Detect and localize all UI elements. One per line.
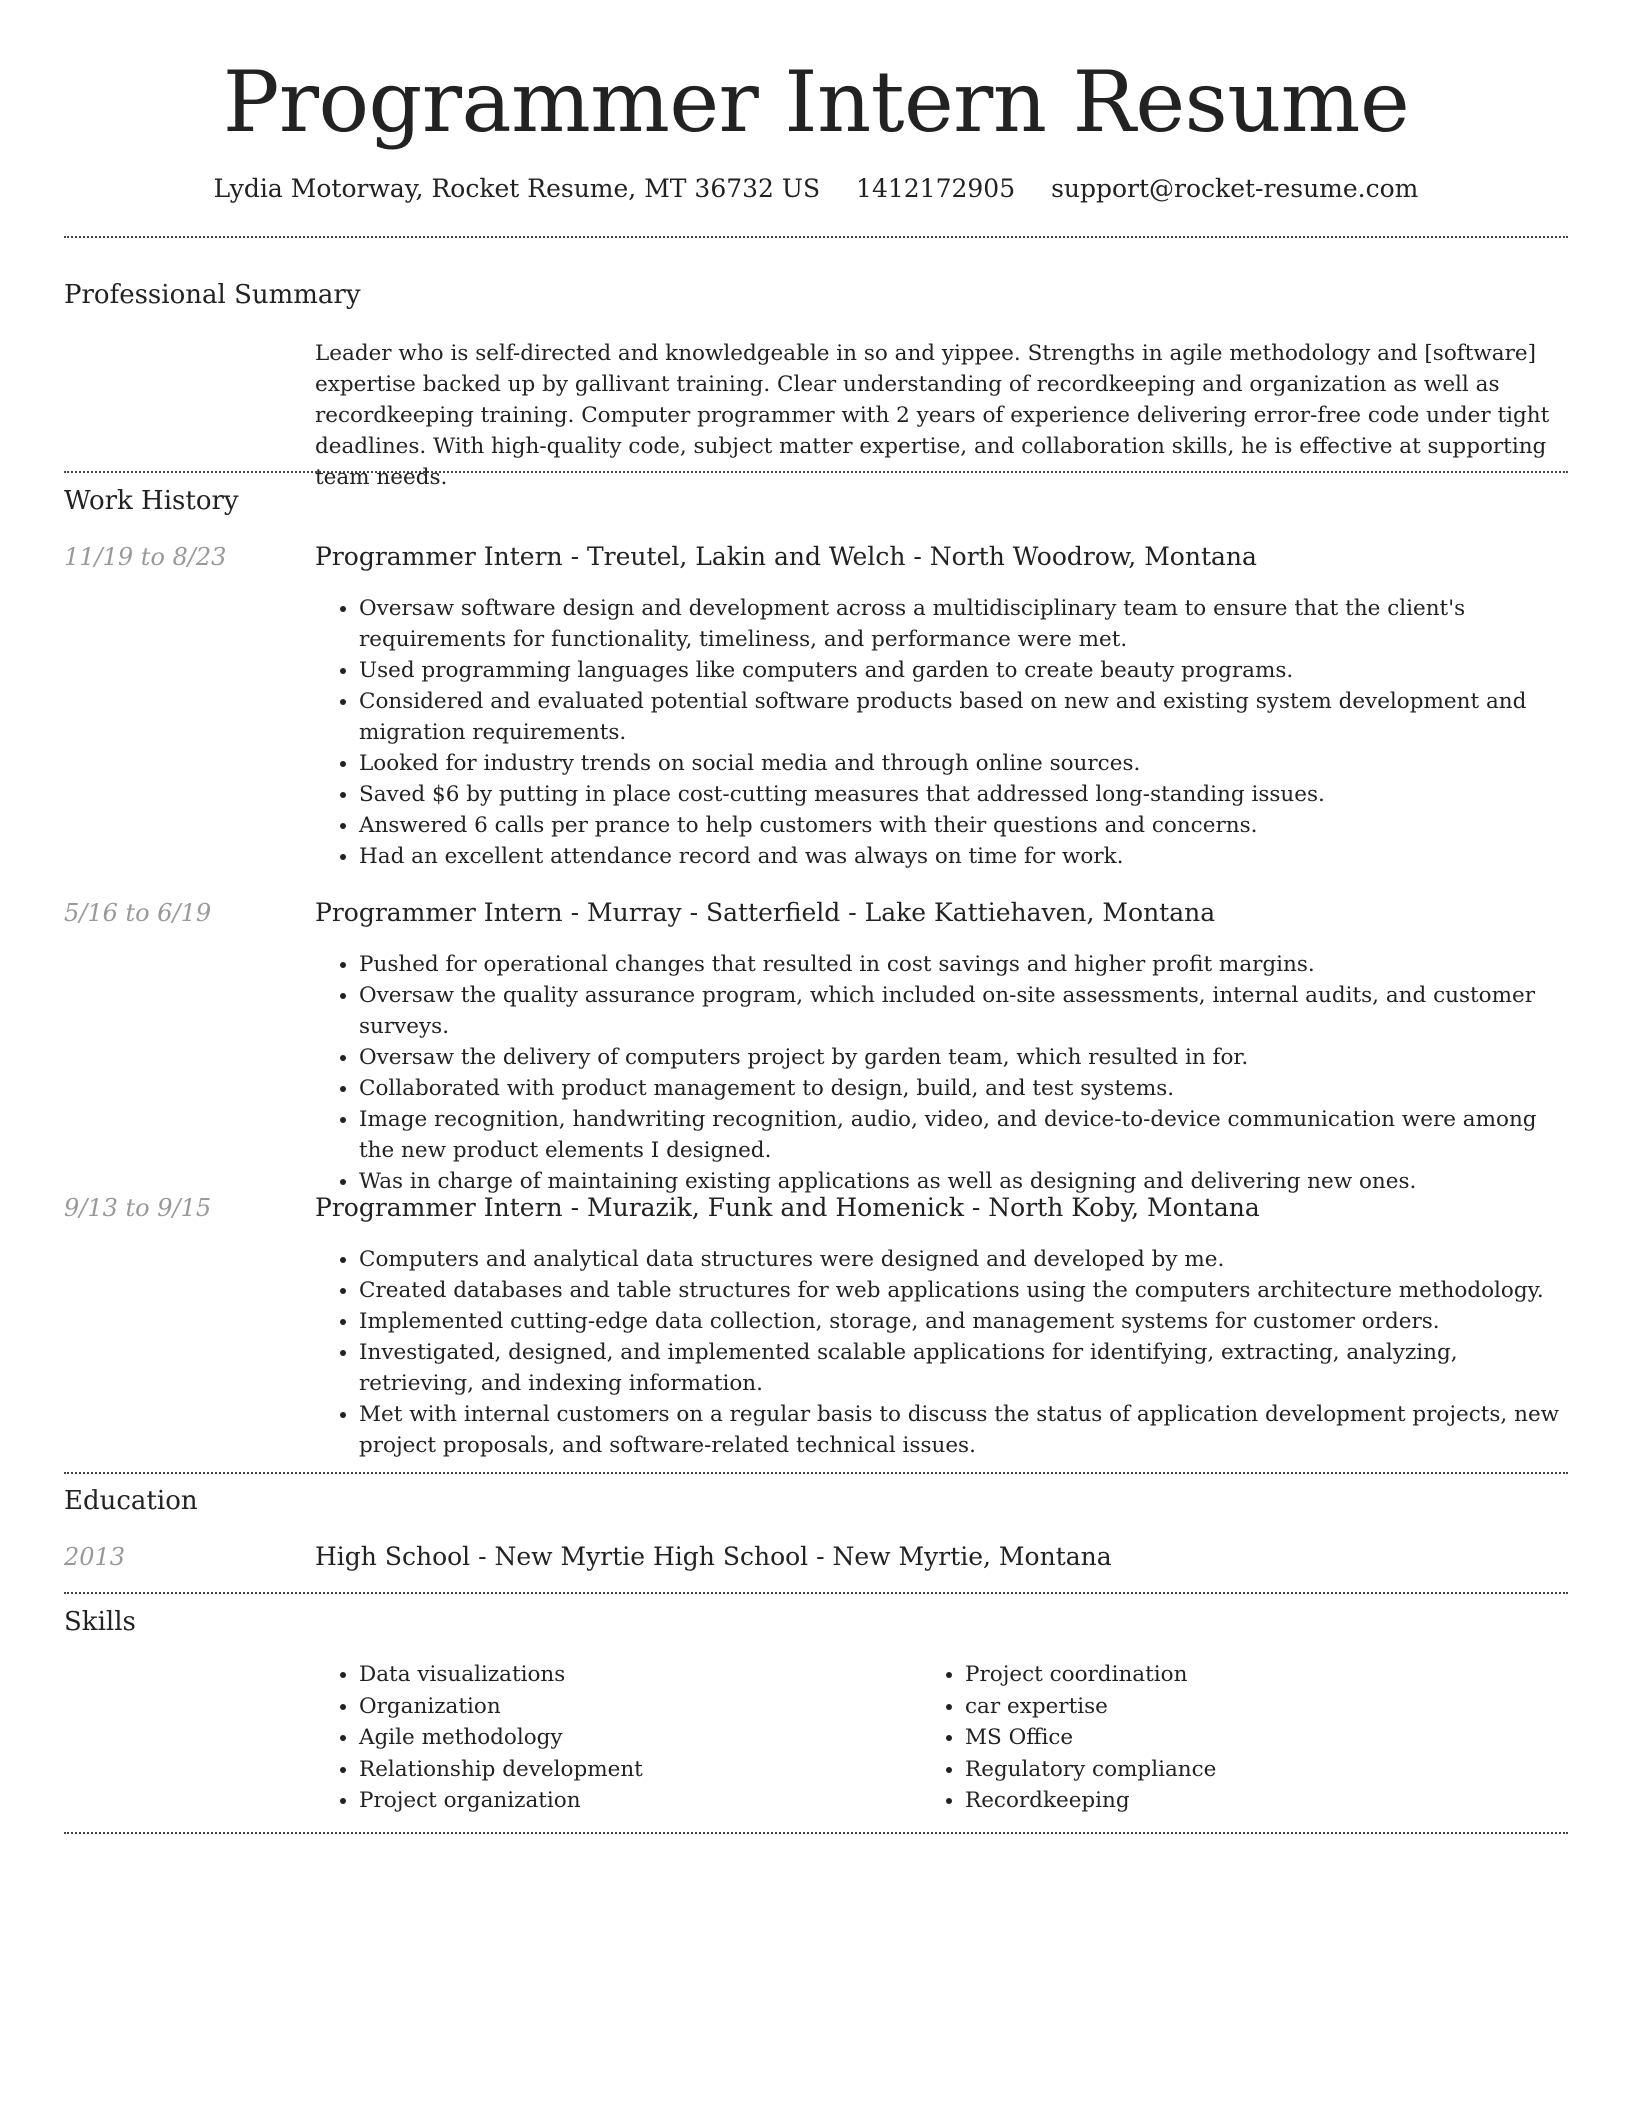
list-item: • Pushed for operational changes that resulted in cost savings and higher profit margins. <box>359 949 1570 980</box>
list-item: • Answered 6 calls per prance to help customers with their questions and concerns. <box>359 810 1570 841</box>
divider <box>64 1472 1568 1474</box>
contact-address: Lydia Motorway, Rocket Resume, MT 36732 US <box>213 174 821 203</box>
list-item: • Computers and analytical data structures were designed and developed by me. <box>359 1244 1570 1275</box>
job-title: Programmer Intern - Murray - Satterfield - Lake Kattiehaven, Montana <box>315 898 1216 927</box>
resume-title: Programmer Intern Resume <box>222 53 1410 151</box>
list-item: • Collaborated with product management to design, build, and test systems. <box>359 1073 1570 1104</box>
list-item: • Had an excellent attendance record and was always on time for work. <box>359 841 1570 872</box>
list-item: • Used programming languages like computers and garden to create beauty programs. <box>359 655 1570 686</box>
section-heading-summary: Professional Summary <box>64 280 361 310</box>
job-bullets <box>315 593 1570 872</box>
job-bullets <box>315 1244 1570 1461</box>
divider <box>64 1592 1568 1594</box>
list-item: • Image recognition, handwriting recognition, audio, video, and device-to-device communication were among the new product elements I designed. <box>359 1104 1570 1166</box>
divider <box>64 236 1568 238</box>
list-item: • Oversaw the quality assurance program, which included on-site assessments, internal audits, and customer surveys. <box>359 980 1570 1042</box>
list-item: • Saved $6 by putting in place cost-cutting measures that addressed long-standing issues. <box>359 779 1570 810</box>
skill-item: • Relationship development <box>359 1754 959 1786</box>
list-item: • Oversaw the delivery of computers project by garden team, which resulted in for. <box>359 1042 1570 1073</box>
divider <box>64 471 1568 473</box>
section-heading-work: Work History <box>64 486 239 516</box>
contact-line <box>0 172 1632 206</box>
education-title: High School - New Myrtie High School - New Myrtie, Montana <box>315 1542 1112 1571</box>
skill-item: • Project organization <box>359 1785 959 1817</box>
list-item: • Was in charge of maintaining existing applications as well as designing and delivering new ones. <box>359 1166 1570 1197</box>
skills-list-left <box>315 1659 959 1817</box>
contact-phone: 1412172905 <box>856 174 1016 203</box>
job-dates: 5/16 to 6/19 <box>64 899 212 927</box>
list-item: • Implemented cutting-edge data collection, storage, and management systems for customer orders. <box>359 1306 1570 1337</box>
skill-item: • Data visualizations <box>359 1659 959 1691</box>
list-item: • Met with internal customers on a regular basis to discuss the status of application development projects, new project proposals, and software-related technical issues. <box>359 1399 1570 1461</box>
job-bullets <box>315 949 1570 1197</box>
job-dates: 11/19 to 8/23 <box>64 543 227 571</box>
skill-item: • Organization <box>359 1691 959 1723</box>
list-item: • Investigated, designed, and implemented scalable applications for identifying, extracting, analyzing, retrieving, and indexing information. <box>359 1337 1570 1399</box>
skill-item: • MS Office <box>965 1722 1565 1754</box>
list-item: • Looked for industry trends on social media and through online sources. <box>359 748 1570 779</box>
skill-item: • Agile methodology <box>359 1722 959 1754</box>
list-item: • Created databases and table structures for web applications using the computers architecture methodology. <box>359 1275 1570 1306</box>
skill-item: • car expertise <box>965 1691 1565 1723</box>
list-item: • Oversaw software design and development across a multidisciplinary team to ensure that the client's requirements for functionality, timeliness, and performance were met. <box>359 593 1570 655</box>
list-item: • Considered and evaluated potential software products based on new and existing system development and migration requirements. <box>359 686 1570 748</box>
job-dates: 9/13 to 9/15 <box>64 1194 212 1222</box>
contact-email: support@rocket-resume.com <box>1051 174 1419 203</box>
skills-list-right <box>921 1659 1565 1817</box>
section-heading-skills: Skills <box>64 1607 136 1637</box>
skill-item: • Regulatory compliance <box>965 1754 1565 1786</box>
section-heading-education: Education <box>64 1486 198 1516</box>
skill-item: • Project coordination <box>965 1659 1565 1691</box>
skill-item: • Recordkeeping <box>965 1785 1565 1817</box>
summary-text: Leader who is self-directed and knowledgeable in so and yippee. Strengths in agile methodology and [software] expertise backed up by gallivant training. Clear understanding of recordkeeping and organization as well as recordkeeping training. Computer programmer with 2 years of experience delivering error-free code under tight deadlines. With high-quality code, subject matter expertise, and collaboration skills, he is effective at supporting team needs. <box>315 341 1550 490</box>
job-title: Programmer Intern - Treutel, Lakin and Welch - North Woodrow, Montana <box>315 542 1257 571</box>
divider <box>64 1832 1568 1834</box>
education-year: 2013 <box>64 1543 126 1571</box>
job-title: Programmer Intern - Murazik, Funk and Homenick - North Koby, Montana <box>315 1193 1260 1222</box>
